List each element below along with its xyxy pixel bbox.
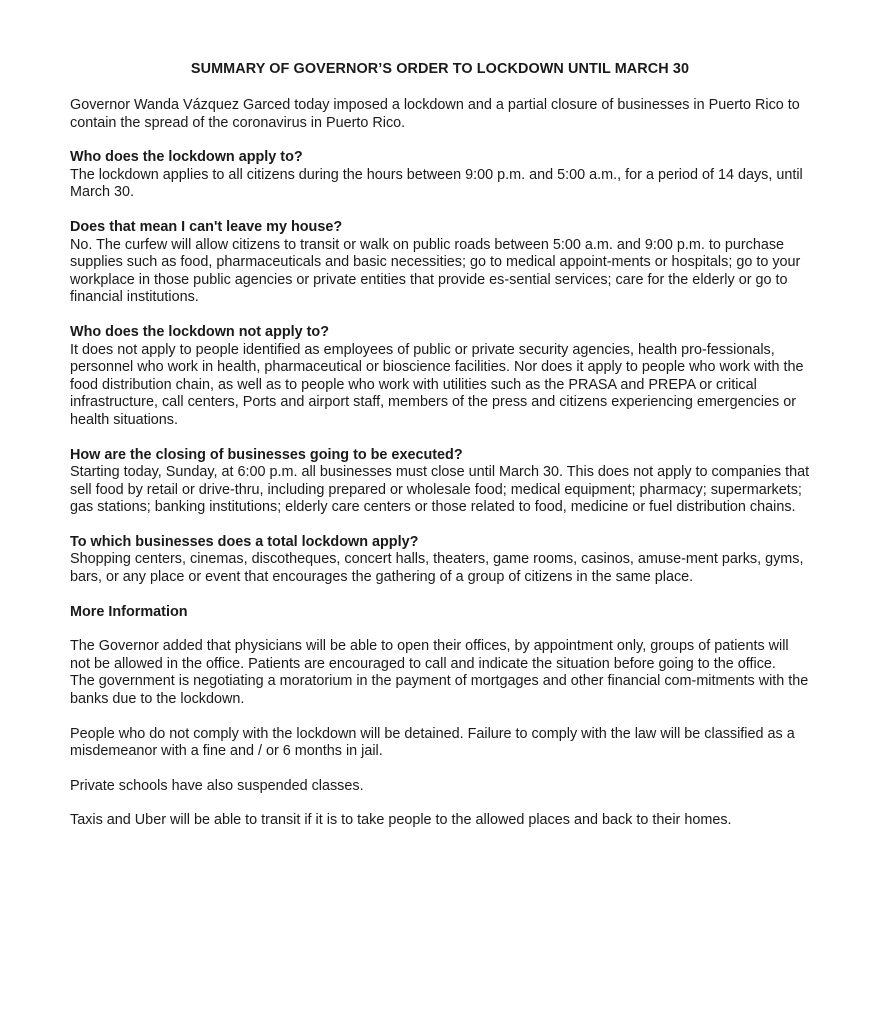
more-info-physicians: The Governor added that physicians will be able to open their offices, by appointment only, groups of patients will not be allowed in the office. Patients are encouraged to call and indicate the situation before going to the office. bbox=[70, 638, 789, 672]
more-info-heading: More Information bbox=[70, 603, 188, 620]
section-body: Shopping centers, cinemas, discotheques, concert halls, theaters, game rooms, casinos, amuse-ment parks, gyms, bars, or any place or event that encourages the gathering of a group of citizens in the same place. bbox=[70, 551, 804, 586]
section-heading: Who does the lockdown apply to? bbox=[70, 149, 303, 166]
section-leave-house bbox=[70, 219, 810, 307]
section-body: The lockdown applies to all citizens during the hours between 9:00 p.m. and 5:00 a.m., for a period of 14 days, until March 30. bbox=[70, 166, 803, 201]
section-total-lockdown bbox=[70, 534, 810, 587]
more-info-penalty: People who do not comply with the lockdown will be detained. Failure to comply with the law will be classified as a misdemeanor with a fine and / or 6 months in jail. bbox=[70, 725, 795, 760]
more-info-moratorium: The government is negotiating a moratorium in the payment of mortgages and other financial com-mitments with the banks due to the lockdown. bbox=[70, 673, 809, 708]
section-lockdown-not-apply bbox=[70, 324, 810, 430]
intro-paragraph: Governor Wanda Vázquez Garced today imposed a lockdown and a partial closure of businesses in Puerto Rico to contain the spread of the coronavirus in Puerto Rico. bbox=[70, 97, 800, 131]
section-body: It does not apply to people identified as employees of public or private security agencies, health pro-fessionals, personnel who work in health, pharmaceutical or bioscience facilities. Nor does it apply to people who work with the food distribution chain, as well as to people who work with utilities such as the PRASA and PREPA or critical infrastructure, call centers, Ports and airport staff, members of the press and citizens experiencing emergencies or health situations. bbox=[70, 341, 804, 428]
section-body: Starting today, Sunday, at 6:00 p.m. all businesses must close until March 30. This does not apply to companies that sell food by retail or drive-thru, including prepared or wholesale food; medical equipment; pharmacy; supermarkets; gas stations; banking institutions; elderly care centers or those related to food, medicine or fuel distribution chains. bbox=[70, 464, 810, 516]
section-heading: To which businesses does a total lockdown apply? bbox=[70, 533, 419, 550]
section-more-information bbox=[70, 604, 810, 830]
more-info-taxis: Taxis and Uber will be able to transit if it is to take people to the allowed places and back to their homes. bbox=[70, 812, 732, 829]
section-heading: How are the closing of businesses going to be executed? bbox=[70, 446, 463, 463]
section-lockdown-applies bbox=[70, 149, 810, 202]
section-business-closing bbox=[70, 447, 810, 517]
document-title: SUMMARY OF GOVERNOR’S ORDER TO LOCKDOWN UNTIL MARCH 30 bbox=[190, 61, 690, 77]
document-page bbox=[70, 60, 810, 847]
section-body: No. The curfew will allow citizens to transit or walk on public roads between 5:00 a.m. and 9:00 p.m. to purchase supplies such as food, pharmaceuticals and basic necessities; go to medical appoint-ments or hospitals; go to your workplace in those public agencies or private entities that provide es-sential services; care for the elderly or go to financial institutions. bbox=[70, 236, 801, 306]
section-heading: Who does the lockdown not apply to? bbox=[70, 323, 330, 340]
more-info-schools: Private schools have also suspended classes. bbox=[70, 777, 364, 794]
section-heading: Does that mean I can't leave my house? bbox=[70, 218, 343, 235]
